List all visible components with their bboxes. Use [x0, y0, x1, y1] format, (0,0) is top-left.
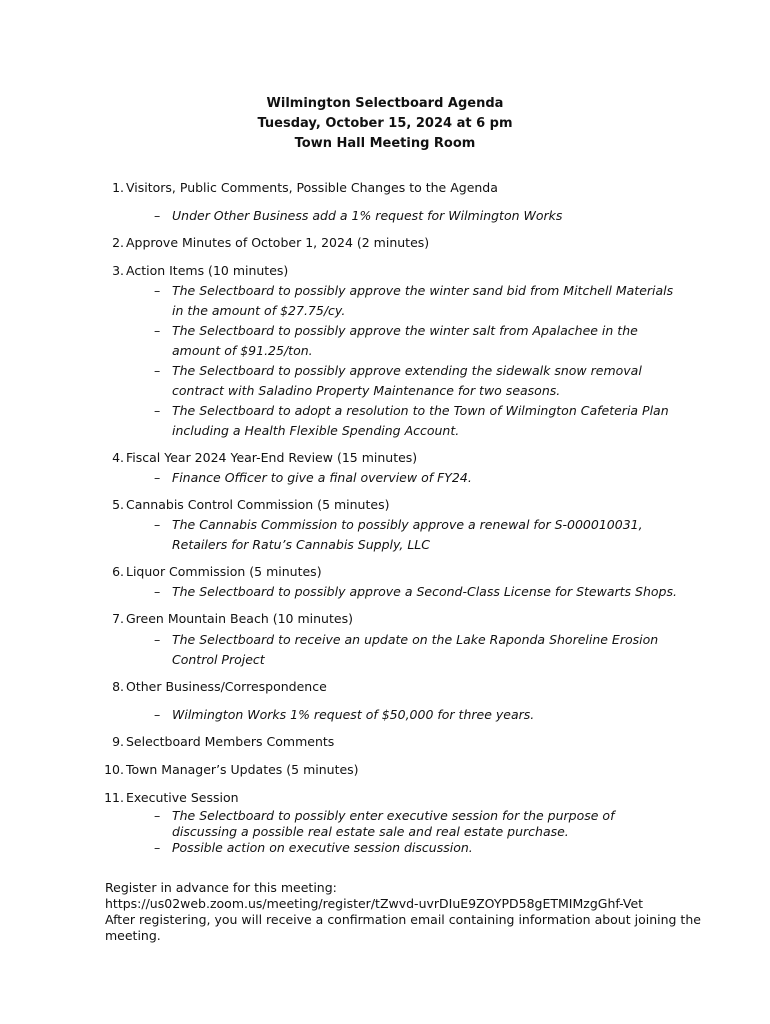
register-heading: Register in advance for this meeting: — [105, 880, 337, 895]
agenda-subitem: – The Cannabis Commission to possibly approve a renewal for S-000010031, Retailers for Ratu’s Cannabis Supply, LLC — [154, 517, 643, 552]
agenda-item-3: 3. Action Items (10 minutes) — [112, 263, 289, 278]
agenda-subitem: – Wilmington Works 1% request of $50,000 for three years. — [154, 707, 535, 722]
agenda-item-6: 6. Liquor Commission (5 minutes) — [112, 564, 322, 579]
agenda-item-10: 10. Town Manager’s Updates (5 minutes) — [104, 762, 359, 777]
agenda-location: Town Hall Meeting Room — [294, 136, 476, 151]
agenda-date: Tuesday, October 15, 2024 at 6 pm — [257, 116, 513, 131]
agenda-subitem: – The Selectboard to possibly approve a Second-Class License for Stewarts Shops. — [154, 584, 677, 599]
registration-note: After registering, you will receive a confirmation email containing information about joining the meeting. — [105, 912, 701, 943]
agenda-subitem: – The Selectboard to possibly approve the winter salt from Apalachee in the amount of $91.25/ton. — [154, 323, 638, 358]
agenda-subitem: – Finance Officer to give a final overview of FY24. — [154, 470, 472, 485]
agenda-item-11: 11. Executive Session — [104, 790, 239, 805]
agenda-subitem: – The Selectboard to possibly enter executive session for the purpose of discussing a possible real estate sale and real estate purchase. — [154, 808, 615, 839]
agenda-item-7: 7. Green Mountain Beach (10 minutes) — [112, 611, 353, 626]
agenda-title: Wilmington Selectboard Agenda — [266, 96, 504, 111]
agenda-subitem: – The Selectboard to possibly approve extending the sidewalk snow removal contract with Saladino Property Maintenance for two seasons. — [154, 363, 642, 398]
agenda-item-2: 2. Approve Minutes of October 1, 2024 (2 minutes) — [112, 235, 430, 250]
agenda-item-9: 9. Selectboard Members Comments — [112, 734, 335, 749]
agenda-subitem: – The Selectboard to possibly approve the winter sand bid from Mitchell Materials in the amount of $27.75/cy. — [154, 283, 674, 318]
agenda-subitem: – The Selectboard to receive an update on the Lake Raponda Shoreline Erosion Control Project — [154, 632, 659, 667]
agenda-subitem: – Under Other Business add a 1% request for Wilmington Works — [154, 208, 563, 223]
agenda-subitem: – Possible action on executive session discussion. — [154, 840, 473, 855]
agenda-subitem: – The Selectboard to adopt a resolution to the Town of Wilmington Cafeteria Plan including a Health Flexible Spending Account. — [154, 403, 669, 438]
registration-link[interactable]: https://us02web.zoom.us/meeting/register/tZwvd-uvrDIuE9ZOYPD58gETMIMzgGhf-Vet — [105, 896, 644, 911]
registration-info — [105, 880, 705, 944]
agenda-item-5: 5. Cannabis Control Commission (5 minutes) — [112, 497, 390, 512]
agenda-item-4: 4. Fiscal Year 2024 Year-End Review (15 minutes) — [112, 450, 418, 465]
agenda-item-8: 8. Other Business/Correspondence — [112, 679, 327, 694]
agenda-item-1: 1. Visitors, Public Comments, Possible Changes to the Agenda — [112, 180, 498, 195]
